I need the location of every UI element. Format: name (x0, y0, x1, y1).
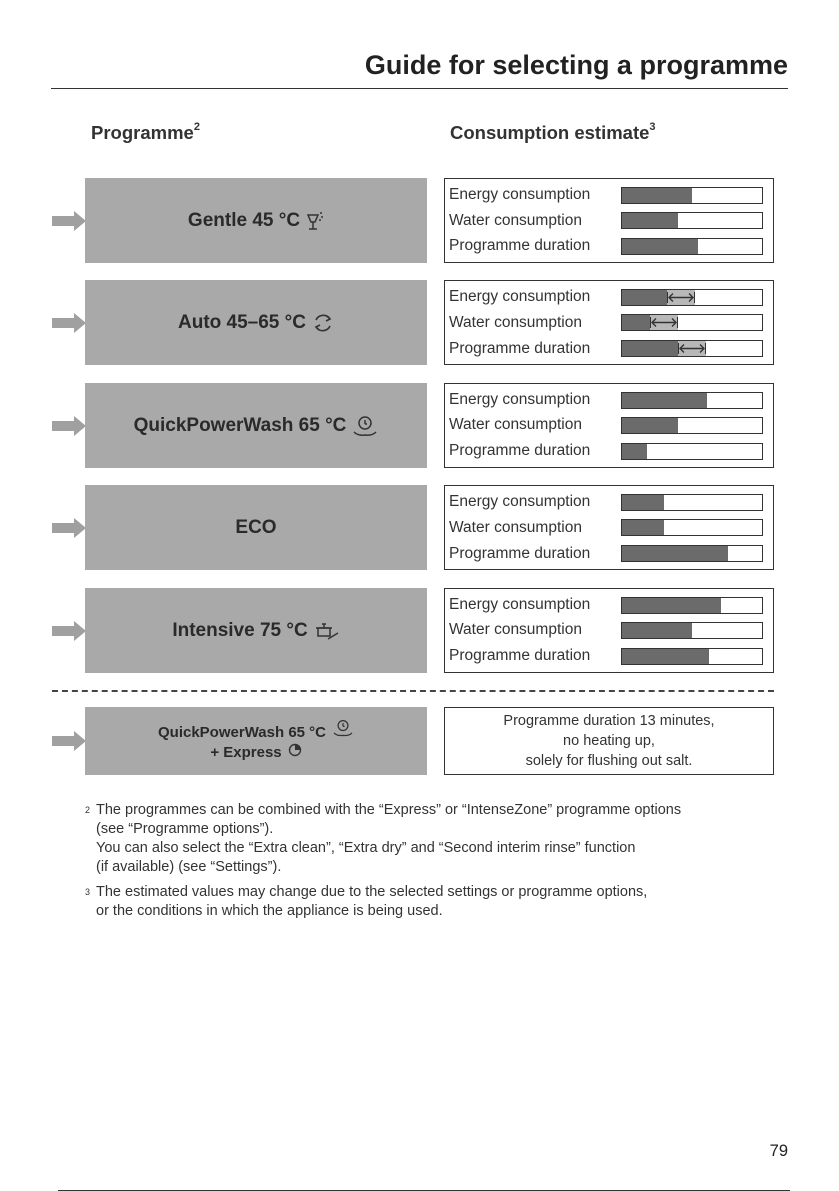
water-bar (621, 622, 763, 639)
water-bar (621, 314, 763, 331)
energy-bar (621, 597, 763, 614)
duration-bar-fill (622, 546, 728, 561)
water-bar-fill (622, 315, 650, 330)
duration-bar (621, 340, 763, 357)
consumption-box-gentle (444, 178, 774, 263)
express-line-2: + Express (210, 743, 301, 763)
arrow-icon (52, 621, 86, 641)
express-clock-icon (288, 743, 302, 757)
express-line-1: QuickPowerWash 65 °C (158, 719, 354, 743)
water-label: Water consumption (449, 416, 582, 433)
water-label: Water consumption (449, 621, 582, 638)
energy-bar-fill (622, 495, 664, 510)
energy-label: Energy consumption (449, 596, 591, 613)
energy-bar (621, 289, 763, 306)
duration-bar-fill (622, 239, 698, 254)
programme-quickpowerwash-express (85, 707, 427, 775)
arrow-icon (52, 416, 86, 436)
water-bar-fill (622, 623, 692, 638)
dashed-divider (52, 690, 774, 692)
duration-bar (621, 238, 763, 255)
energy-bar (621, 392, 763, 409)
duration-label: Programme duration (449, 545, 591, 562)
energy-bar (621, 187, 763, 204)
programme-gentle: Gentle 45 °C (85, 178, 427, 263)
page-number: 79 (769, 1142, 788, 1160)
range-arrow-icon (650, 315, 678, 330)
title-divider (51, 88, 788, 89)
duration-label: Programme duration (449, 340, 591, 357)
duration-label: Programme duration (449, 442, 591, 459)
energy-bar-fill (622, 188, 692, 203)
arrow-icon (52, 731, 86, 751)
express-note-box (444, 707, 774, 775)
glass-icon (306, 210, 324, 232)
programme-auto: Auto 45–65 °C (85, 280, 427, 365)
energy-label: Energy consumption (449, 391, 591, 408)
energy-label: Energy consumption (449, 186, 591, 203)
duration-bar-fill (622, 341, 678, 356)
quickpower-icon (352, 415, 378, 437)
energy-bar-fill (622, 598, 721, 613)
water-bar-fill (622, 520, 664, 535)
quickpower-icon (332, 719, 354, 737)
arrow-icon (52, 313, 86, 333)
water-bar (621, 417, 763, 434)
consumption-box-auto (444, 280, 774, 365)
water-bar-fill (622, 213, 678, 228)
programme-intensive: Intensive 75 °C (85, 588, 427, 673)
duration-bar (621, 648, 763, 665)
intensive-pot-icon (314, 620, 340, 642)
footnote-2: 2 The programmes can be combined with the “Express” or “IntenseZone” programme options (see “Programme options”). You can also select the “Extra clean”, “Extra dry” and “Second interim rinse” function (if available) (see “Settings”). (85, 802, 682, 875)
consumption-box-eco (444, 485, 774, 570)
range-arrow-icon (678, 341, 706, 356)
water-bar (621, 212, 763, 229)
water-bar-fill (622, 418, 678, 433)
duration-bar (621, 443, 763, 460)
consumption-box-quickpowerwash (444, 383, 774, 468)
note-line: solely for flushing out salt. (525, 753, 693, 769)
note-line: no heating up, (563, 733, 655, 749)
auto-cycle-icon (312, 312, 334, 334)
programme-column-header: Programme$^2$ (91, 121, 200, 143)
energy-label: Energy consumption (449, 288, 591, 305)
arrow-icon (52, 518, 86, 538)
note-line: Programme duration 13 minutes, (503, 713, 715, 729)
energy-label: Energy consumption (449, 493, 591, 510)
duration-label: Programme duration (449, 647, 591, 664)
duration-label: Programme duration (449, 237, 591, 254)
energy-bar (621, 494, 763, 511)
energy-bar-fill (622, 290, 667, 305)
duration-bar (621, 545, 763, 562)
duration-bar-fill (622, 444, 647, 459)
programme-eco: ECO (85, 485, 427, 570)
arrow-icon (52, 211, 86, 231)
consumption-box-intensive (444, 588, 774, 673)
water-label: Water consumption (449, 519, 582, 536)
range-arrow-icon (667, 290, 695, 305)
programme-quickpowerwash: QuickPowerWash 65 °C (85, 383, 427, 468)
water-label: Water consumption (449, 314, 582, 331)
duration-bar-fill (622, 649, 709, 664)
consumption-column-header: Consumption estimate$^3$ (450, 121, 656, 143)
energy-bar-fill (622, 393, 707, 408)
water-bar (621, 519, 763, 536)
footnote-3: 3 The estimated values may change due to the selected settings or programme options, or the conditions in which the appliance is being used. (85, 884, 648, 919)
page-title: Guide for selecting a programme (364, 50, 788, 80)
water-label: Water consumption (449, 212, 582, 229)
